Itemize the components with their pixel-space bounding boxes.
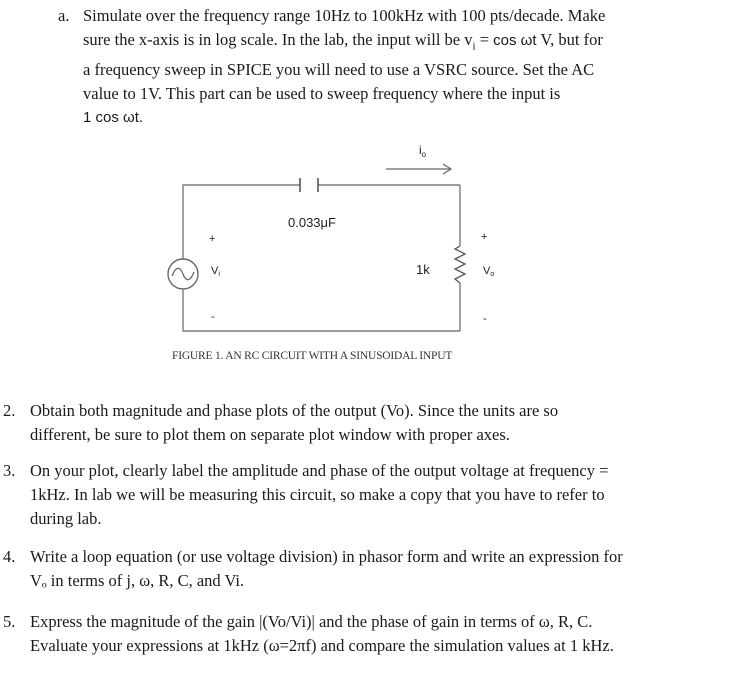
- item-line: Evaluate your expressions at 1kHz (ω=2πf) and compare the simulation values at 1 kHz.: [30, 636, 614, 655]
- item-a-marker: a.: [58, 6, 70, 25]
- item-2-text: [30, 399, 558, 447]
- item-line: On your plot, clearly label the amplitude and phase of the output voltage at frequency =: [30, 461, 609, 480]
- vout-minus: -: [483, 313, 487, 325]
- rc-circuit-diagram: [0, 0, 754, 340]
- item-5-text: [30, 610, 614, 658]
- bottom-wire: [183, 290, 460, 331]
- item-4-text: [30, 545, 623, 593]
- vin-minus: -: [211, 311, 215, 323]
- vout-label: Vo: [483, 265, 495, 278]
- vin-label: Vi: [211, 265, 220, 278]
- item-a-line-2: sure the x-axis is in log scale. In the lab, the input will be $v_i = \cos \omega t$ V, but for: [83, 30, 603, 53]
- item-4-marker: 4.: [3, 547, 16, 566]
- capacitor-label: 0.033μF: [288, 215, 336, 230]
- top-wire-left: [183, 185, 300, 259]
- item-a-line-5: 1 cos ωt.: [83, 109, 144, 127]
- figure-caption: FIGURE 1. AN RC CIRCUIT WITH A SINUSOIDAL INPUT: [172, 350, 453, 362]
- resistor-icon: [455, 246, 465, 283]
- item-line: Express the magnitude of the gain |(Vo/Vi)| and the phase of gain in terms of ω, R, C.: [30, 612, 593, 631]
- item-a-line-1: Simulate over the frequency range 10Hz to 100kHz with 100 pts/decade. Make: [83, 6, 606, 25]
- item-3-text: [30, 459, 608, 531]
- item-3-marker: 3.: [3, 461, 16, 480]
- item-a-line-3: a frequency sweep in SPICE you will need to use a VSRC source. Set the AC: [83, 60, 595, 80]
- item-line: Vₒ in terms of j, ω, R, C, and Vi.: [30, 571, 245, 590]
- item-a-line-4: value to 1V. This part can be used to sweep frequency where the input is: [83, 84, 561, 104]
- vout-plus: +: [481, 231, 488, 243]
- resistor-label: 1k: [416, 262, 430, 277]
- item-2-marker: 2.: [3, 401, 16, 420]
- vin-plus: +: [209, 233, 216, 245]
- item-5-marker: 5.: [3, 612, 16, 631]
- item-line: different, be sure to plot them on separate plot window with proper axes.: [30, 425, 510, 444]
- item-line: Obtain both magnitude and phase plots of the output (Vo). Since the units are so: [30, 401, 559, 420]
- item-line: Write a loop equation (or use voltage division) in phasor form and write an expression for: [30, 547, 623, 566]
- item-line: 1kHz. In lab we will be measuring this circuit, so make a copy that you have to refer to: [30, 485, 605, 504]
- item-line: during lab.: [30, 509, 102, 528]
- current-label: $i_o$: [419, 143, 427, 159]
